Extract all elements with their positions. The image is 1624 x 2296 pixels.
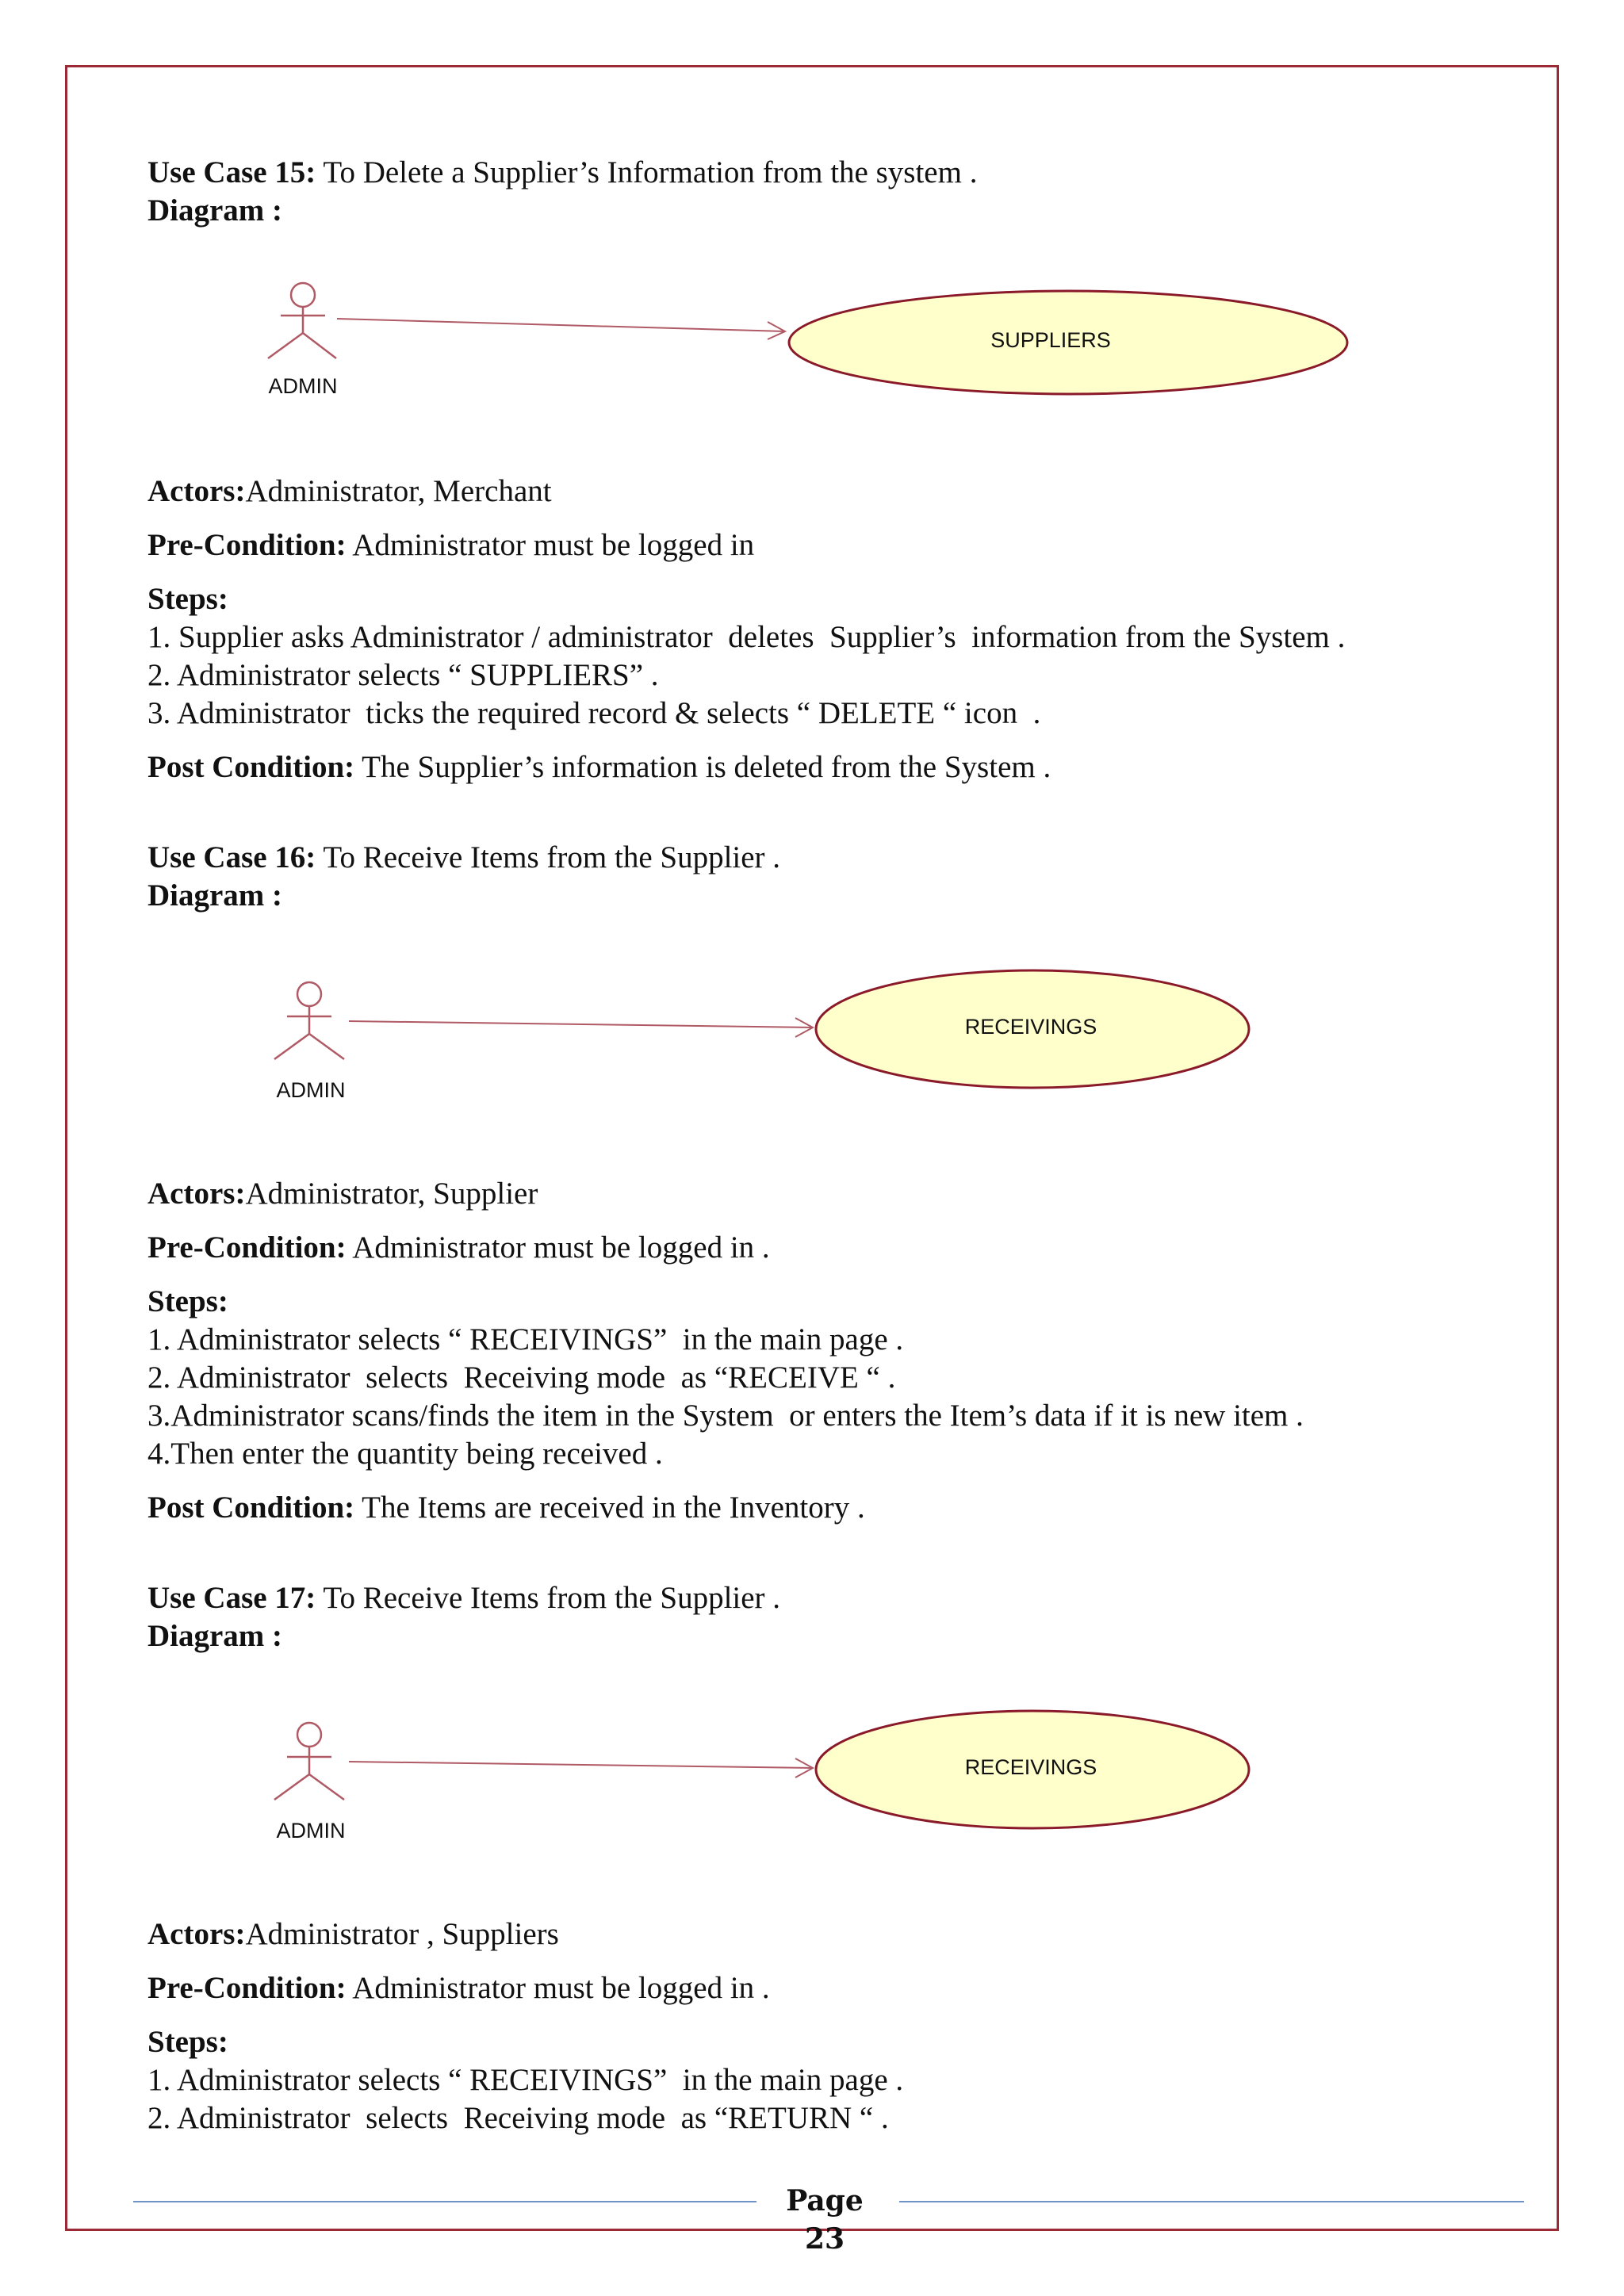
use-case-title: To Receive Items from the Supplier . — [316, 840, 781, 874]
page-number: Page 23 — [786, 2184, 864, 2256]
post-condition-value: The Supplier’s information is deleted from the System . — [354, 750, 1051, 784]
step-item: 1. Administrator selects “ RECEIVINGS” in the main page . — [147, 1322, 904, 1357]
post-condition-label: Post Condition: — [147, 1490, 355, 1525]
use-case-label: Use Case 16: — [147, 840, 316, 874]
pre-condition-value: Administrator must be logged in — [346, 528, 755, 562]
actor-stick-figure-icon — [274, 982, 344, 1059]
step-item: 4.Then enter the quantity being received . — [147, 1437, 663, 1471]
use-case-15-header — [147, 154, 1543, 230]
step-item: 2. Administrator selects Receiving mode as “RECEIVE “ . — [147, 1360, 896, 1395]
steps-label: Steps: — [147, 1284, 228, 1318]
use-case-title: To Receive Items from the Supplier . — [316, 1581, 781, 1615]
use-case-diagram-16 — [0, 967, 1624, 1110]
steps-label: Steps: — [147, 582, 228, 616]
use-case-name: RECEIVINGS — [964, 1015, 1097, 1039]
step-item: 1. Supplier asks Administrator / administrator deletes Supplier’s information from the System . — [147, 620, 1346, 654]
use-case-16-details — [147, 1175, 1543, 1527]
post-condition-label: Post Condition: — [147, 750, 355, 784]
use-case-title: To Delete a Supplier’s Information from the system . — [316, 155, 978, 189]
footer-rule-right — [899, 2201, 1524, 2202]
diagram-label: Diagram : — [147, 878, 283, 913]
step-item: 3.Administrator scans/finds the item in the System or enters the Item’s data if it is new item . — [147, 1399, 1304, 1433]
actors-value: Administrator, Supplier — [245, 1177, 538, 1211]
actor-name: ADMIN — [276, 1819, 346, 1843]
actors-label: Actors: — [147, 1177, 246, 1211]
actors-label: Actors: — [147, 474, 246, 508]
use-case-17-header — [147, 1579, 1543, 1655]
use-case-15-details — [147, 473, 1543, 786]
actors-value: Administrator, Merchant — [245, 474, 552, 508]
steps-label: Steps: — [147, 2025, 228, 2059]
step-item: 2. Administrator selects “ SUPPLIERS” . — [147, 658, 659, 692]
diagram-label: Diagram : — [147, 1619, 283, 1653]
pre-condition-label: Pre-Condition: — [147, 1971, 347, 2005]
pre-condition-label: Pre-Condition: — [147, 1230, 347, 1265]
use-case-label: Use Case 17: — [147, 1581, 316, 1615]
use-case-name: SUPPLIERS — [990, 328, 1111, 352]
use-case-name: RECEIVINGS — [964, 1755, 1097, 1779]
post-condition-value: The Items are received in the Inventory . — [354, 1490, 865, 1525]
use-case-diagram-15 — [0, 270, 1624, 412]
actor-name: ADMIN — [276, 1078, 346, 1102]
association-arrow — [349, 1018, 813, 1037]
pre-condition-value: Administrator must be logged in . — [346, 1230, 770, 1265]
actors-value: Administrator , Suppliers — [245, 1917, 559, 1951]
actor-name: ADMIN — [268, 374, 338, 398]
use-case-diagram-17 — [0, 1708, 1624, 1850]
diagram-label: Diagram : — [147, 193, 283, 228]
step-item: 3. Administrator ticks the required record & selects “ DELETE “ icon . — [147, 696, 1041, 730]
footer-rule-left — [133, 2201, 756, 2202]
pre-condition-value: Administrator must be logged in . — [346, 1971, 770, 2005]
use-case-label: Use Case 15: — [147, 155, 316, 189]
use-case-16-header — [147, 839, 1543, 915]
step-item: 2. Administrator selects Receiving mode as “RETURN “ . — [147, 2101, 889, 2135]
use-case-17-details — [147, 1915, 1543, 2137]
actor-stick-figure-icon — [274, 1723, 344, 1800]
association-arrow — [349, 1758, 813, 1777]
pre-condition-label: Pre-Condition: — [147, 528, 347, 562]
actors-label: Actors: — [147, 1917, 246, 1951]
association-arrow — [337, 319, 785, 339]
step-item: 1. Administrator selects “ RECEIVINGS” in the main page . — [147, 2063, 904, 2097]
actor-stick-figure-icon — [268, 283, 336, 358]
